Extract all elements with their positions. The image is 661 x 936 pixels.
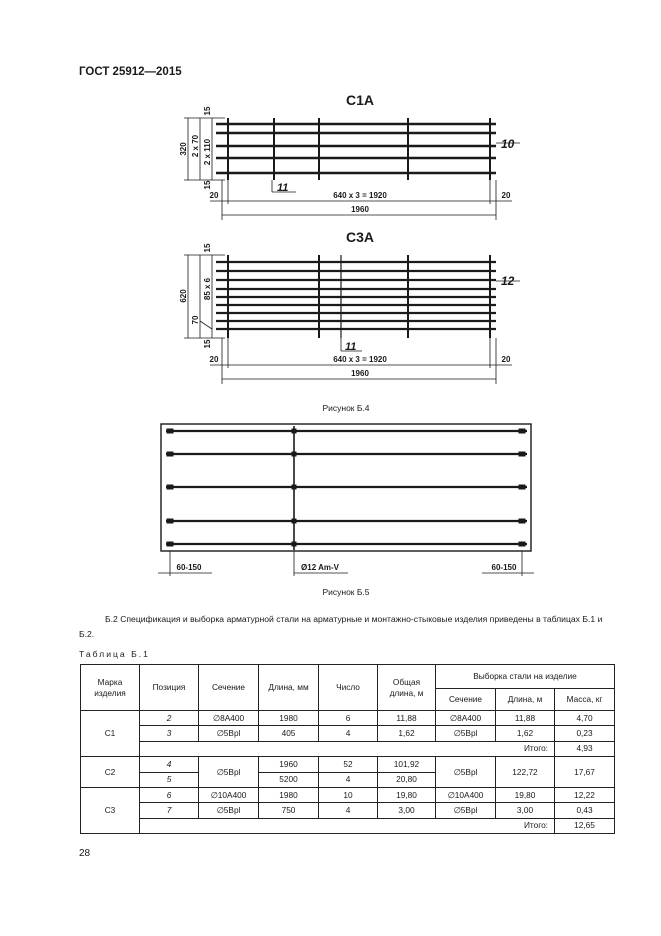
cell-section: ∅5Вpl: [199, 726, 259, 741]
cell-total-length: 11,88: [378, 711, 436, 726]
c1a-dim-bottom: 15: [203, 180, 212, 190]
b5-dim-left: 60-150: [176, 563, 202, 572]
cell-length: 1980: [259, 787, 319, 802]
cell-total-length: 1,62: [378, 726, 436, 741]
cell-sel-length: 11,88: [496, 711, 555, 726]
cell-sel-section: ∅5Вpl: [436, 803, 496, 818]
c1a-pos-bar: 10: [501, 137, 515, 151]
c3a-dim-70: 70: [191, 315, 200, 325]
cell-length: 1960: [259, 757, 319, 772]
cell-mark: С1: [81, 711, 140, 757]
cell-sel-section: ∅10А400: [436, 787, 496, 802]
col-header-selection: Выборка стали на изделие: [436, 665, 615, 689]
col-header-mark: Марка изделия: [81, 665, 140, 711]
c1a-dim-total-height: 320: [179, 142, 188, 156]
table-total-row: [81, 741, 615, 756]
figure-c1a: [179, 92, 520, 220]
cell-position: 2: [140, 711, 199, 726]
table-caption: Таблица Б.1: [79, 649, 150, 659]
cell-sel-length: 19,80: [496, 787, 555, 802]
col-header-sel-length: Длина, м: [496, 689, 555, 711]
cell-count: 4: [319, 803, 378, 818]
cell-sel-length: 122,72: [496, 757, 555, 788]
cell-total-length: 20,80: [378, 772, 436, 787]
table-row: [81, 726, 615, 741]
c3a-dim-left: 20: [209, 355, 219, 364]
c1a-title: С1А: [345, 92, 375, 108]
figure-b5: [0, 420, 661, 600]
cell-section: ∅8А400: [199, 711, 259, 726]
page-number: 28: [79, 848, 91, 859]
figure-b4: [0, 0, 661, 420]
col-header-position: Позиция: [140, 665, 199, 711]
table-header-row: [81, 665, 615, 689]
cell-total-mass: 12,65: [555, 818, 615, 833]
cell-section: ∅10А400: [199, 787, 259, 802]
cell-position: 3: [140, 726, 199, 741]
c1a-dim-right: 20: [501, 191, 511, 200]
cell-sel-mass: 0,23: [555, 726, 615, 741]
cell-sel-mass: 17,67: [555, 757, 615, 788]
cell-mark: С2: [81, 757, 140, 788]
c1a-dim-2x70: 2 x 70: [191, 134, 200, 158]
col-header-sel-mass: Масса, кг: [555, 689, 615, 711]
c1a-dim-left: 20: [209, 191, 219, 200]
c3a-dim-length: 1960: [351, 369, 369, 378]
c3a-dim-top: 15: [203, 243, 212, 253]
cell-position: 6: [140, 787, 199, 802]
cell-count: 52: [319, 757, 378, 772]
table-row: [81, 711, 615, 726]
b5-dim-right: 60-150: [491, 563, 517, 572]
c1a-dim-spacing: 640 x 3 = 1920: [333, 191, 387, 200]
cell-sel-mass: 4,70: [555, 711, 615, 726]
cell-total-mass: 4,93: [555, 741, 615, 756]
cell-count: 4: [319, 726, 378, 741]
cell-sel-mass: 0,43: [555, 803, 615, 818]
col-header-section: Сечение: [199, 665, 259, 711]
cell-length: 1980: [259, 711, 319, 726]
cell-sel-length: 1,62: [496, 726, 555, 741]
cell-total-length: 101,92: [378, 757, 436, 772]
c3a-dim-spacing: 640 x 3 = 1920: [333, 355, 387, 364]
specification-table: [80, 664, 615, 834]
col-header-length: Длина, мм: [259, 665, 319, 711]
b5-dim-center: Ø12 Am-V: [301, 563, 339, 572]
col-header-sel-section: Сечение: [436, 689, 496, 711]
cell-sel-section: ∅5Вpl: [436, 726, 496, 741]
cell-count: 6: [319, 711, 378, 726]
cell-length: 5200: [259, 772, 319, 787]
table-total-row: [81, 818, 615, 833]
cell-section: ∅5Вpl: [199, 803, 259, 818]
cell-total-length: 19,80: [378, 787, 436, 802]
c1a-pos-rod: 11: [277, 182, 289, 194]
c3a-title: С3А: [345, 229, 375, 245]
cell-mark: С3: [81, 787, 140, 833]
c3a-pos-bar: 12: [501, 274, 515, 288]
figure-b5-caption: Рисунок Б.5: [322, 587, 370, 597]
document-header: ГОСТ 25912—2015: [79, 66, 182, 78]
figure-b4-caption: Рисунок Б.4: [322, 403, 370, 413]
paragraph-b2: Б.2 Спецификация и выборка арматурной стали на арматурные и монтажно-стыковые изделия приведены в таблицах Б.1 и Б.2.: [79, 614, 603, 639]
c1a-dim-length: 1960: [351, 205, 369, 214]
cell-count: 4: [319, 772, 378, 787]
cell-sel-length: 3,00: [496, 803, 555, 818]
cell-position: 4: [140, 757, 199, 772]
c3a-dim-right: 20: [501, 355, 511, 364]
cell-total-label: Итого:: [140, 741, 555, 756]
c1a-dim-top: 15: [203, 106, 212, 116]
cell-length: 750: [259, 803, 319, 818]
cell-sel-section: ∅5Вpl: [436, 757, 496, 788]
cell-count: 10: [319, 787, 378, 802]
table-row: [81, 803, 615, 818]
table-row: [81, 757, 615, 772]
cell-sel-section: ∅8А400: [436, 711, 496, 726]
c3a-pos-rod: 11: [345, 341, 357, 353]
col-header-count: Число: [319, 665, 378, 711]
figure-c3a: [179, 229, 520, 384]
table-row: [81, 787, 615, 802]
cell-sel-mass: 12,22: [555, 787, 615, 802]
cell-position: 5: [140, 772, 199, 787]
col-header-total-length: Общая длина, м: [378, 665, 436, 711]
cell-total-length: 3,00: [378, 803, 436, 818]
cell-section: ∅5Вpl: [199, 757, 259, 788]
c1a-dim-2x110: 2 x 110: [203, 138, 212, 166]
c3a-dim-85x6: 85 x 6: [203, 277, 212, 301]
cell-total-label: Итого:: [140, 818, 555, 833]
cell-length: 405: [259, 726, 319, 741]
c3a-dim-bottom: 15: [203, 339, 212, 349]
cell-position: 7: [140, 803, 199, 818]
c3a-dim-total-height: 620: [179, 289, 188, 303]
